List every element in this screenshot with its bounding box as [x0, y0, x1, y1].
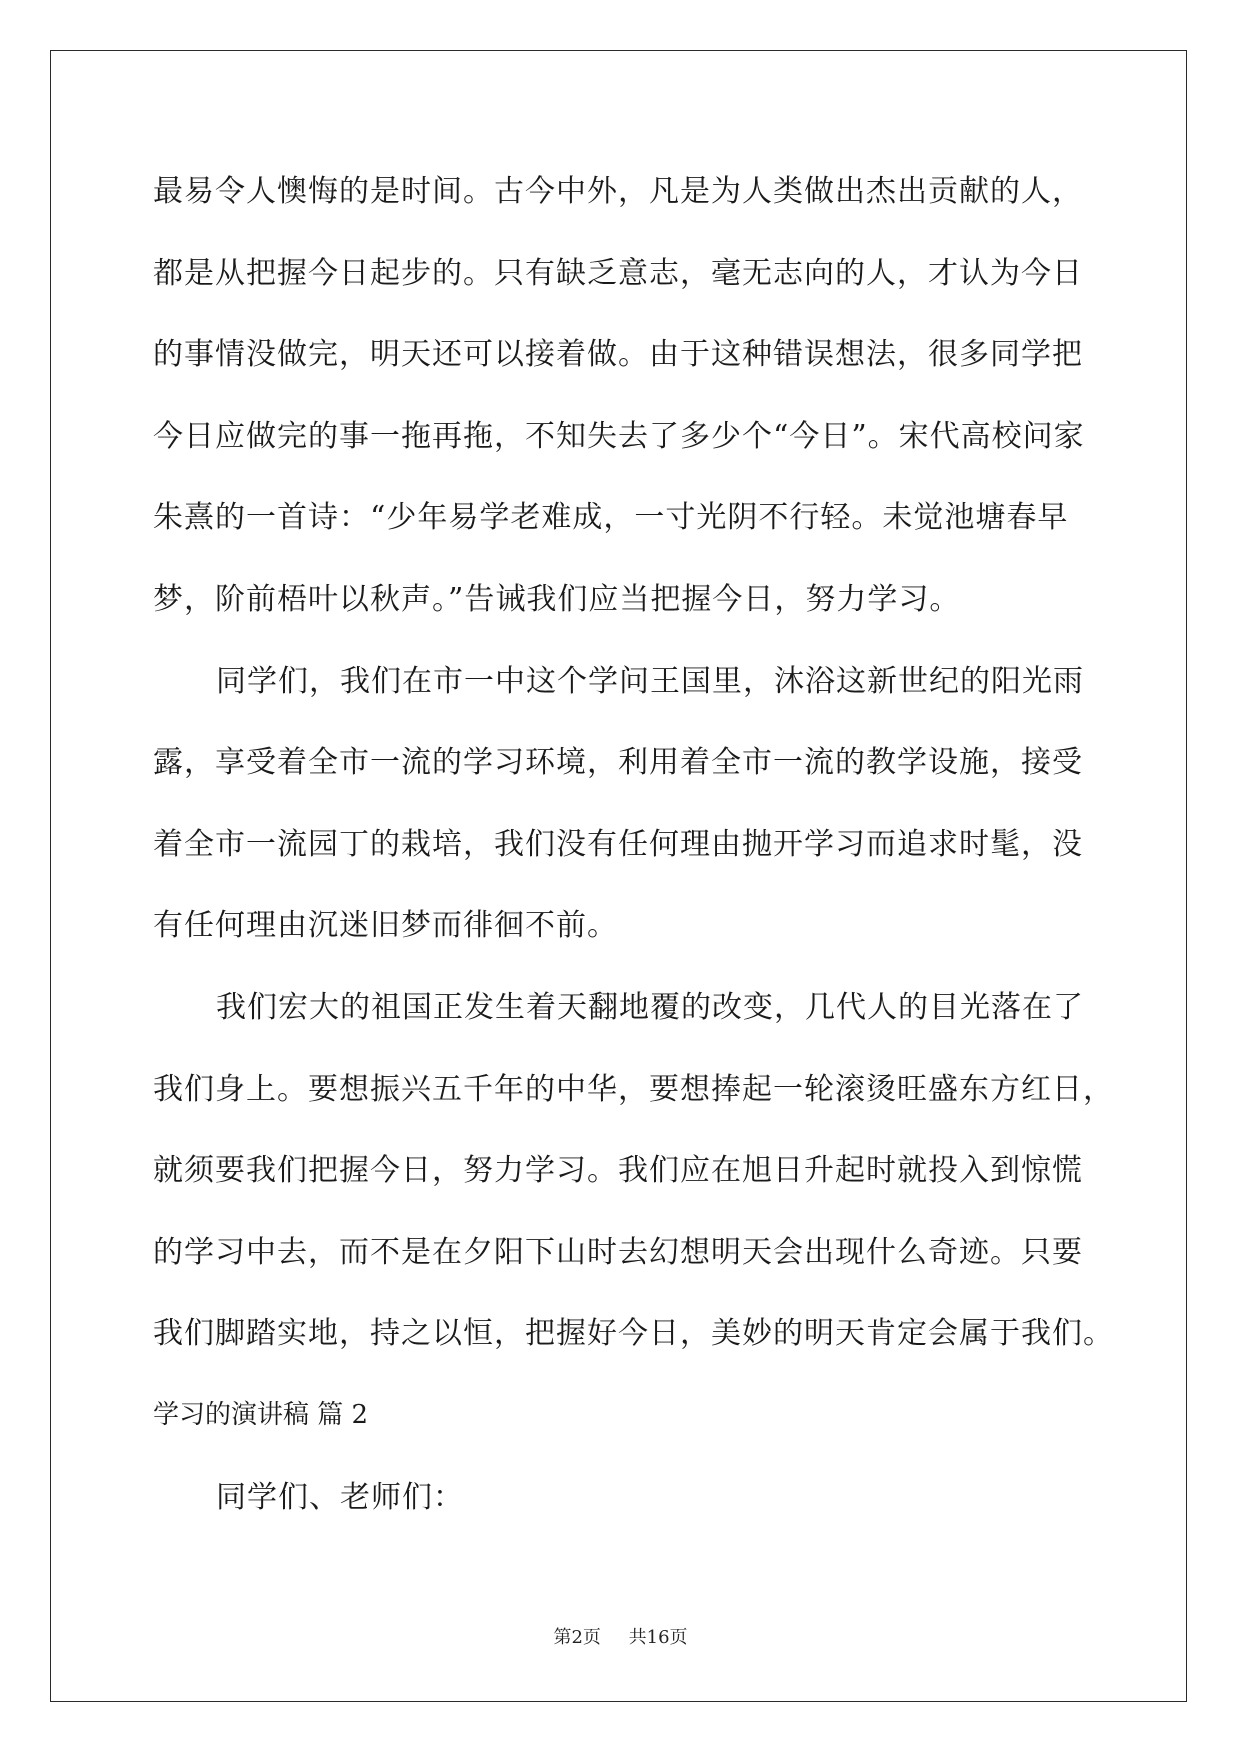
page-number: 第2页 [553, 1627, 601, 1648]
paragraph-first-line: 同学们，我们在市一中这个学问王国里，沐浴这新世纪的阳光雨 [216, 663, 1084, 699]
body-line: 朱熹的一首诗：“少年易学老难成，一寸光阴不行轻。未觉池塘春早 [153, 500, 1069, 536]
body-line: 的事情没做完，明天还可以接着做。由于这种错误想法，很多同学把 [153, 337, 1083, 373]
body-line: 我们脚踏实地，持之以恒，把握好今日，美妙的明天肯定会属于我们。 [153, 1316, 1114, 1352]
body-line: 就须要我们把握今日，努力学习。我们应在旭日升起时就投入到惊慌 [153, 1153, 1083, 1189]
salutation-line: 同学们、老师们： [216, 1479, 464, 1515]
body-line: 梦，阶前梧叶以秋声。”告诫我们应当把握今日，努力学习。 [153, 581, 961, 617]
page-total: 共16页 [628, 1627, 688, 1648]
body-line: 着全市一流园丁的栽培，我们没有任何理由抛开学习而追求时髦，没 [153, 826, 1083, 862]
body-line: 都是从把握今日起步的。只有缺乏意志，毫无志向的人，才认为今日 [153, 255, 1083, 291]
paragraph-first-line: 我们宏大的祖国正发生着天翻地覆的改变，几代人的目光落在了 [216, 989, 1084, 1025]
body-line: 今日应做完的事一拖再拖，不知失去了多少个“今日”。宋代高校问家 [153, 418, 1085, 454]
document-body [153, 151, 1153, 1538]
body-line: 有任何理由沉迷旧梦而徘徊不前。 [153, 908, 618, 944]
body-line: 的学习中去，而不是在夕阳下山时去幻想明天会出现什么奇迹。只要 [153, 1234, 1083, 1270]
section-heading: 学习的演讲稿 篇 2 [153, 1399, 369, 1430]
body-line: 露，享受着全市一流的学习环境，利用着全市一流的教学设施，接受 [153, 745, 1083, 781]
page-footer [0, 1624, 1241, 1652]
body-line: 我们身上。要想振兴五千年的中华，要想捧起一轮滚烫旺盛东方红日， [153, 1071, 1114, 1107]
body-line: 最易令人懊悔的是时间。古今中外，凡是为人类做出杰出贡献的人， [153, 174, 1083, 209]
